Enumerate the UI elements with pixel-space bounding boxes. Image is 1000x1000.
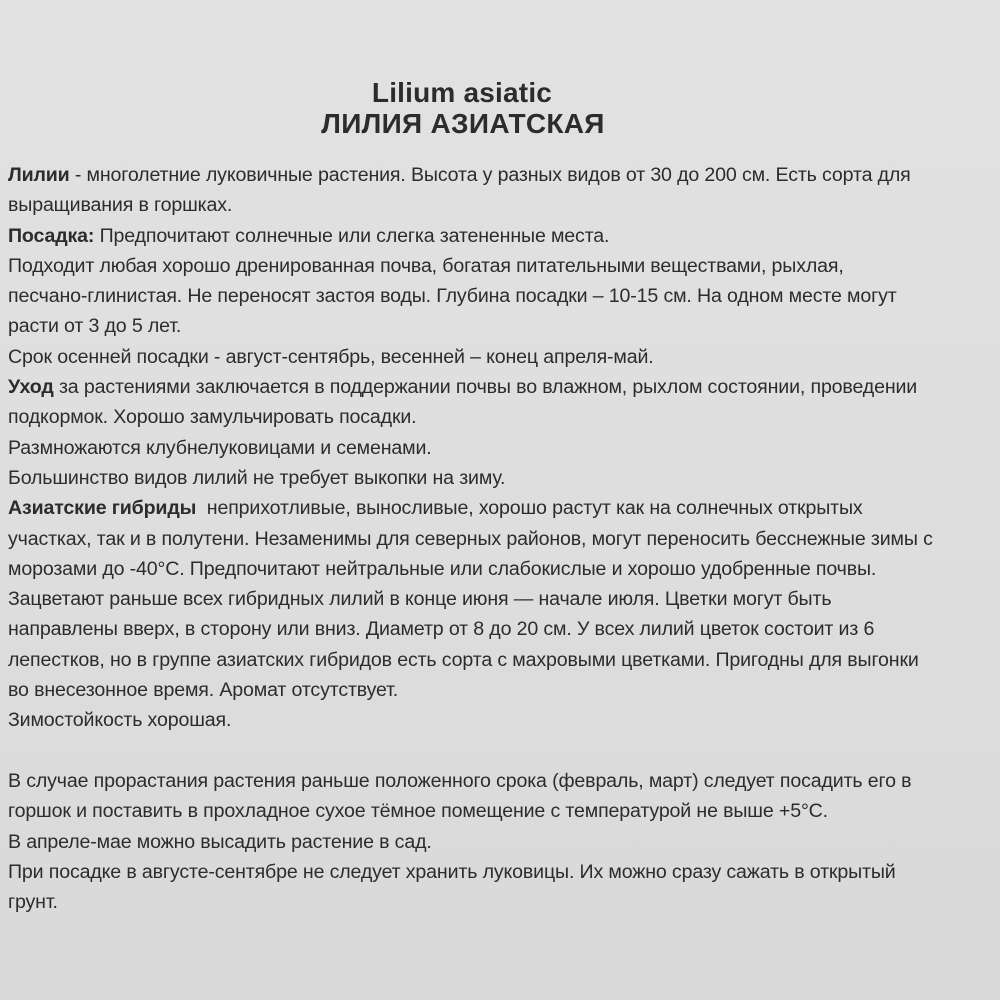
- text-line: [8, 584, 983, 614]
- text-line: [8, 857, 983, 887]
- text-line: [8, 463, 983, 493]
- bold-lead: Уход: [8, 376, 54, 399]
- line-text: песчано-глинистая. Не переносят застоя воды. Глубина посадки – 10-15 см. На одном месте могут: [8, 285, 897, 308]
- text-line: [8, 251, 983, 281]
- title-block: [0, 78, 1000, 140]
- text-line: [8, 311, 983, 341]
- text-line: [8, 614, 983, 644]
- description-text: [8, 160, 983, 917]
- line-text: Подходит любая хорошо дренированная почва, богатая питательными веществами, рыхлая,: [8, 254, 844, 277]
- text-line: [8, 645, 983, 675]
- text-line: [8, 554, 983, 584]
- text-line: [8, 493, 983, 523]
- line-text: за растениями заключается в поддержании почвы во влажном, рыхлом состоянии, проведении: [53, 376, 918, 399]
- line-text: участках, так и в полутени. Незаменимы для северных районов, могут переносить бесснежные зимы с: [8, 527, 933, 550]
- line-text: Большинство видов лилий не требует выкопки на зиму.: [8, 466, 506, 489]
- title-russian: ЛИЛИЯ АЗИАТСКАЯ: [321, 108, 605, 139]
- line-text: - многолетние луковичные растения. Высота у разных видов от 30 до 200 см. Есть сорта для: [69, 164, 911, 186]
- line-text: во внесезонное время. Аромат отсутствует.: [8, 679, 399, 702]
- line-text: Зацветают раньше всех гибридных лилий в конце июня — начале июля. Цветки могут быть: [8, 588, 832, 611]
- bold-lead: Азиатские гибриды: [8, 497, 197, 520]
- line-text: расти от 3 до 5 лет.: [8, 315, 182, 338]
- line-text: В апреле-мае можно высадить растение в сад.: [8, 830, 432, 853]
- line-text: неприхотливые, выносливые, хорошо растут как на солнечных открытых: [196, 497, 863, 520]
- bold-lead: Посадка:: [8, 224, 95, 247]
- text-line: [8, 675, 983, 705]
- blank-line: [8, 736, 983, 766]
- line-text: подкормок. Хорошо замульчировать посадки.: [8, 406, 417, 429]
- bold-lead: Лилии: [8, 164, 70, 186]
- line-text: выращивания в горшках.: [8, 194, 233, 217]
- text-line: [8, 766, 983, 796]
- line-text: грунт.: [8, 891, 58, 914]
- line-text: Зимостойкость хорошая.: [8, 709, 232, 732]
- text-line: [8, 342, 983, 372]
- text-line: [8, 402, 983, 432]
- text-line: [8, 190, 983, 220]
- line-text: Размножаются клубнелуковицами и семенами.: [8, 436, 432, 459]
- text-line: [8, 281, 983, 311]
- line-text: Предпочитают солнечные или слегка затененные места.: [94, 224, 610, 247]
- text-line: [8, 827, 983, 857]
- line-text: морозами до -40°С. Предпочитают нейтральные или слабокислые и хорошо удобренные почвы.: [8, 557, 877, 580]
- text-line: [8, 705, 983, 735]
- text-line: [8, 221, 983, 251]
- text-line: [8, 887, 983, 917]
- line-text: Срок осенней посадки - август-сентябрь, весенней – конец апреля-май.: [8, 345, 654, 368]
- title-latin: Lilium asiatic: [371, 77, 553, 108]
- text-line: [8, 796, 983, 826]
- text-line: [8, 433, 983, 463]
- line-text: При посадке в августе-сентябре не следует хранить луковицы. Их можно сразу сажать в открытый: [8, 860, 896, 883]
- line-text: направлены вверх, в сторону или вниз. Диаметр от 8 до 20 см. У всех лилий цветок состоит из 6: [8, 618, 875, 641]
- text-line: [8, 524, 983, 554]
- line-text: В случае прорастания растения раньше положенного срока (февраль, март) следует посадить его в: [8, 769, 912, 792]
- line-text: лепестков, но в группе азиатских гибридов есть сорта с махровыми цветками. Пригодны для выгонки: [8, 648, 919, 671]
- line-text: горшок и поставить в прохладное сухое тёмное помещение с температурой не выше +5°С.: [8, 800, 828, 823]
- text-line: [8, 372, 983, 402]
- text-line: [8, 160, 983, 190]
